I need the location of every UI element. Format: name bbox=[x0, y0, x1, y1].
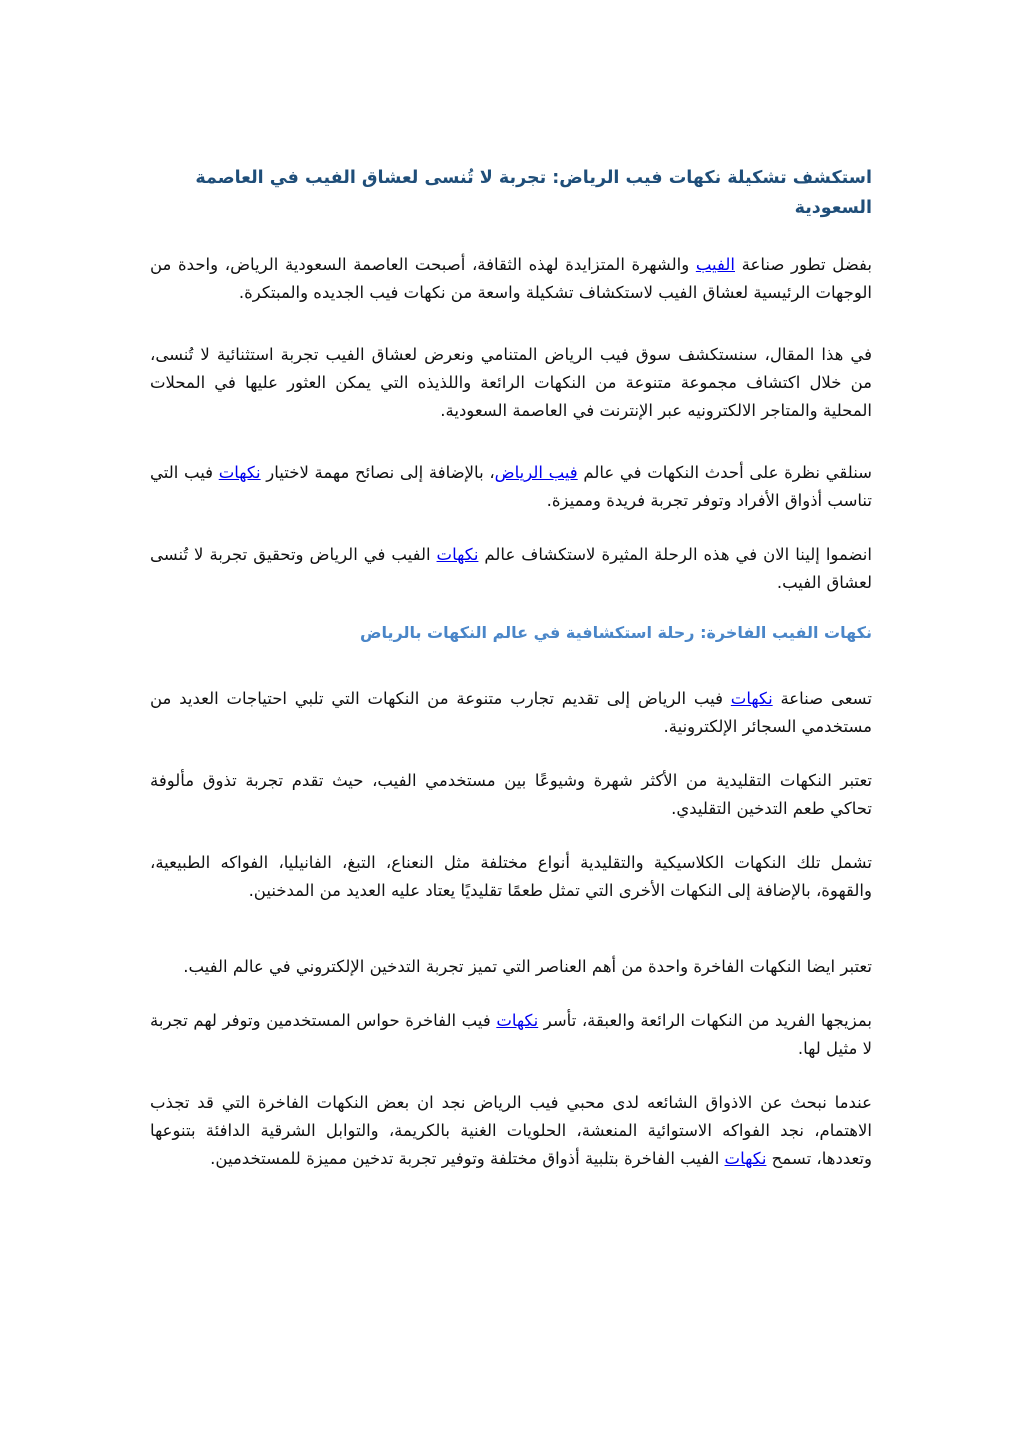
latest-flavors-paragraph: سنلقي نظرة على أحدث النكهات في عالم فيب الرياض، بالإضافة إلى نصائح مهمة لاختيار نكهات فيب التي تناسب أذواق الأفراد وتوفر تجربة فريدة ومميزة. bbox=[150, 463, 872, 510]
article-overview-paragraph: في هذا المقال، سنستكشف سوق فيب الرياض المتنامي ونعرض لعشاق الفيب تجربة استثنائية لا تُنسى، من خلال اكتشاف مجموعة متنوعة من النكهات الرائعة واللذيذه التي يمكن العثور عليها في المحلات المحلية والمتاجر الالكترونيه عبر الإنترنت في العاصمة السعودية. bbox=[150, 345, 872, 420]
traditional-flavors-paragraph: تعتبر النكهات التقليدية من الأكثر شهرة وشيوعًا بين مستخدمي الفيب، حيث تقدم تجربة تذوق مألوفة تحاكي طعم التدخين التقليدي. bbox=[150, 771, 872, 818]
industry-paragraph: تسعى صناعة نكهات فيب الرياض إلى تقديم تجارب متنوعة من النكهات التي تلبي احتياجات العديد من مستخدمي السجائر الإلكترونية. bbox=[150, 689, 872, 736]
section-heading: نكهات الفيب الفاخرة: رحلة استكشافية في عالم النكهات بالرياض bbox=[359, 623, 872, 642]
classic-flavors-paragraph: تشمل تلك النكهات الكلاسيكية والتقليدية أنواع مختلفة مثل النعناع، التبغ، الفانيليا، الفواكه الطبيعية، والقهوة، بالإضافة إلى النكهات الأخرى التي تمثل طعمًا تقليديًا يعتاد عليه العديد من المدخنين. bbox=[150, 853, 872, 900]
document-page bbox=[150, 163, 872, 1173]
join-us-paragraph: انضموا إلينا الان في هذه الرحلة المثيرة لاستكشاف عالم نكهات الفيب في الرياض وتحقيق تجربة لا تُنسى لعشاق الفيب. bbox=[150, 545, 872, 592]
flavors-link[interactable]: نكهات bbox=[724, 1149, 767, 1168]
vape-riyadh-link[interactable]: فيب الرياض bbox=[494, 463, 578, 482]
unique-blend-paragraph: بمزيجها الفريد من النكهات الرائعة والعبقة، تأسر نكهات فيب الفاخرة حواس المستخدمين وتوفر لهم تجربة لا مثيل لها. bbox=[150, 1011, 872, 1058]
flavors-link[interactable]: نكهات bbox=[730, 689, 773, 708]
flavors-link[interactable]: نكهات bbox=[496, 1011, 539, 1030]
popular-tastes-paragraph: عندما نبحث عن الاذواق الشائعه لدى محبي فيب الرياض نجد ان بعض النكهات الفاخرة التي قد تجذب الاهتمام، نجد الفواكه الاستوائية المنعشة، الحلويات الغنية بالكريمة، والتوابل الشرقية الدافئة بتنوعها وتعددها، تسمح نكهات الفيب الفاخرة بتلبية أذواق مختلفة وتوفير تجربة تدخين مميزة للمستخدمين. bbox=[150, 1093, 872, 1168]
intro-paragraph: بفضل تطور صناعة الفيب والشهرة المتزايدة لهذه الثقافة، أصبحت العاصمة السعودية الرياض، واحدة من الوجهات الرئيسية لعشاق الفيب لاستكشاف تشكيلة واسعة من نكهات فيب الجديده والمبتكرة. bbox=[150, 255, 872, 302]
flavors-link[interactable]: نكهات bbox=[218, 463, 261, 482]
luxury-flavors-paragraph: تعتبر ايضا النكهات الفاخرة واحدة من أهم العناصر التي تميز تجربة التدخين الإلكتروني في عالم الفيب. bbox=[183, 957, 872, 976]
flavors-link[interactable]: نكهات bbox=[436, 545, 479, 564]
vape-link[interactable]: الفيب bbox=[695, 255, 735, 274]
page-title: استكشف تشكيلة نكهات فيب الرياض: تجربة لا تُنسى لعشاق الفيب في العاصمة السعودية bbox=[195, 168, 872, 218]
